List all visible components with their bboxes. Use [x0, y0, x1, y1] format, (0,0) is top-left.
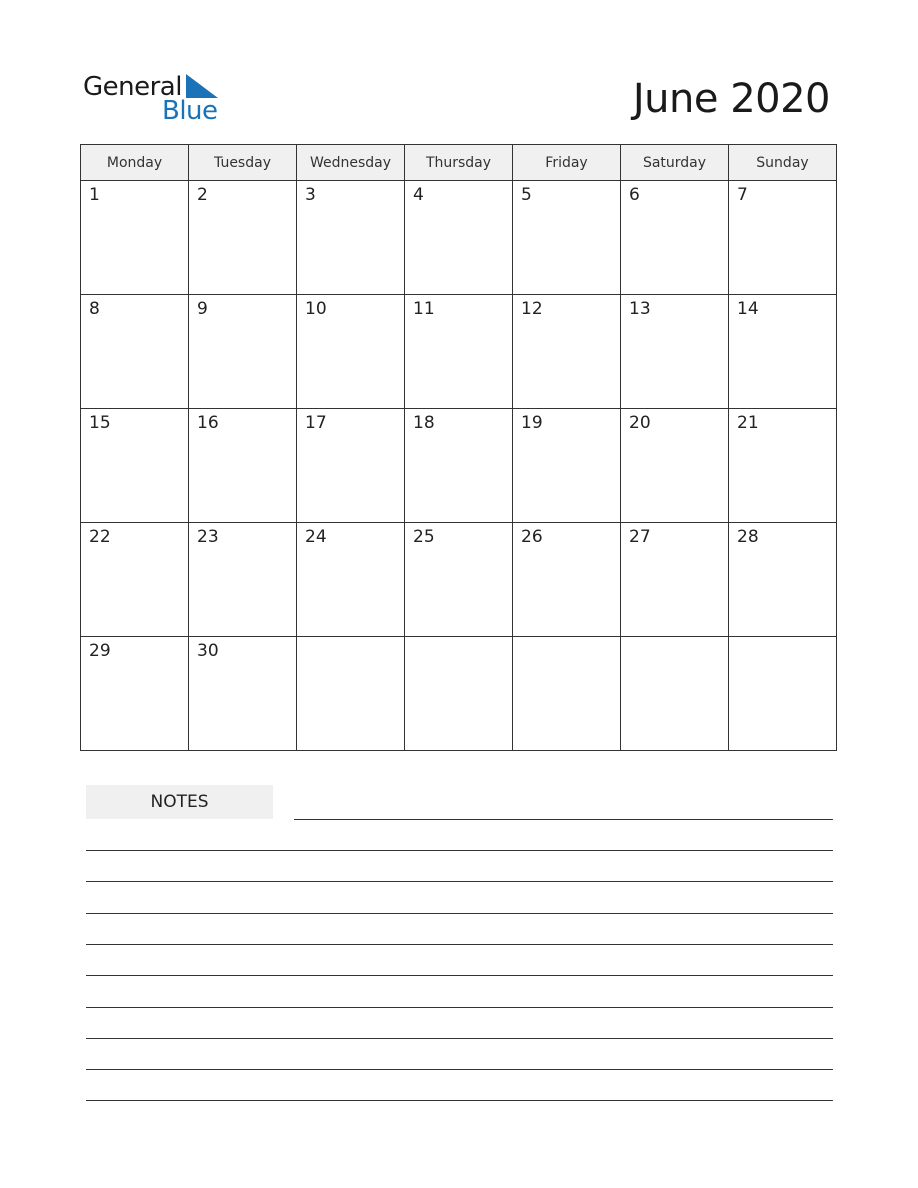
day-number: 22 — [89, 527, 111, 547]
day-number: 19 — [521, 413, 543, 433]
day-number: 16 — [197, 413, 219, 433]
day-number: 21 — [737, 413, 759, 433]
calendar-grid — [80, 144, 837, 751]
logo-text-blue: Blue — [162, 96, 218, 126]
week-row — [81, 409, 837, 523]
note-line — [86, 913, 833, 914]
day-number: 27 — [629, 527, 651, 547]
day-cell — [621, 637, 729, 751]
day-cell — [405, 637, 513, 751]
day-number: 25 — [413, 527, 435, 547]
day-number: 9 — [197, 299, 208, 319]
day-number: 23 — [197, 527, 219, 547]
day-number: 13 — [629, 299, 651, 319]
day-cell — [513, 295, 621, 409]
day-number: 26 — [521, 527, 543, 547]
day-number: 7 — [737, 185, 748, 205]
day-cell — [621, 409, 729, 523]
note-line — [294, 819, 833, 820]
weekday-header: Friday — [513, 145, 621, 181]
day-cell — [297, 409, 405, 523]
note-line — [86, 1100, 833, 1101]
day-cell — [189, 295, 297, 409]
week-row — [81, 637, 837, 751]
day-number: 10 — [305, 299, 327, 319]
note-line — [86, 944, 833, 945]
day-cell — [81, 295, 189, 409]
weekday-header: Sunday — [729, 145, 837, 181]
day-number: 17 — [305, 413, 327, 433]
day-cell — [729, 181, 837, 295]
calendar-title: June 2020 — [632, 76, 830, 122]
note-line — [86, 1069, 833, 1070]
day-cell — [297, 637, 405, 751]
day-cell — [513, 409, 621, 523]
day-number: 5 — [521, 185, 532, 205]
day-cell — [729, 295, 837, 409]
day-cell — [189, 181, 297, 295]
day-number — [405, 637, 512, 641]
day-cell — [405, 409, 513, 523]
day-cell — [297, 523, 405, 637]
day-cell — [405, 295, 513, 409]
weekday-header: Tuesday — [189, 145, 297, 181]
day-cell — [621, 295, 729, 409]
day-number — [297, 637, 404, 641]
weekday-header: Saturday — [621, 145, 729, 181]
day-number: 8 — [89, 299, 100, 319]
weekday-header: Thursday — [405, 145, 513, 181]
day-cell — [621, 523, 729, 637]
day-number: 1 — [89, 185, 100, 205]
weekday-header: Monday — [81, 145, 189, 181]
day-number: 29 — [89, 641, 111, 661]
day-cell — [81, 409, 189, 523]
day-number: 3 — [305, 185, 316, 205]
day-number — [513, 637, 620, 641]
day-number — [621, 637, 728, 641]
day-number: 24 — [305, 527, 327, 547]
day-number: 20 — [629, 413, 651, 433]
day-cell — [297, 295, 405, 409]
day-number: 12 — [521, 299, 543, 319]
day-number: 28 — [737, 527, 759, 547]
day-cell — [729, 523, 837, 637]
day-cell — [729, 409, 837, 523]
weekday-header: Wednesday — [297, 145, 405, 181]
day-number: 15 — [89, 413, 111, 433]
day-cell — [513, 523, 621, 637]
day-cell — [513, 181, 621, 295]
general-blue-logo — [83, 72, 233, 128]
note-line — [86, 1038, 833, 1039]
day-number: 4 — [413, 185, 424, 205]
day-cell — [81, 637, 189, 751]
note-line — [86, 881, 833, 882]
week-row — [81, 181, 837, 295]
day-number: 30 — [197, 641, 219, 661]
week-row — [81, 523, 837, 637]
day-cell — [189, 409, 297, 523]
day-cell — [297, 181, 405, 295]
day-cell — [405, 181, 513, 295]
day-number — [729, 637, 836, 641]
note-line — [86, 850, 833, 851]
day-number: 6 — [629, 185, 640, 205]
day-cell — [81, 181, 189, 295]
day-cell — [189, 637, 297, 751]
day-cell — [189, 523, 297, 637]
day-number: 2 — [197, 185, 208, 205]
day-number: 11 — [413, 299, 435, 319]
day-number: 14 — [737, 299, 759, 319]
logo-text-general: General — [83, 72, 182, 102]
weekday-header-row — [81, 145, 837, 181]
day-cell — [405, 523, 513, 637]
week-row — [81, 295, 837, 409]
day-cell — [513, 637, 621, 751]
day-cell — [81, 523, 189, 637]
day-number: 18 — [413, 413, 435, 433]
day-cell — [729, 637, 837, 751]
note-line — [86, 975, 833, 976]
notes-label: NOTES — [86, 785, 273, 819]
note-line — [86, 1007, 833, 1008]
day-cell — [621, 181, 729, 295]
